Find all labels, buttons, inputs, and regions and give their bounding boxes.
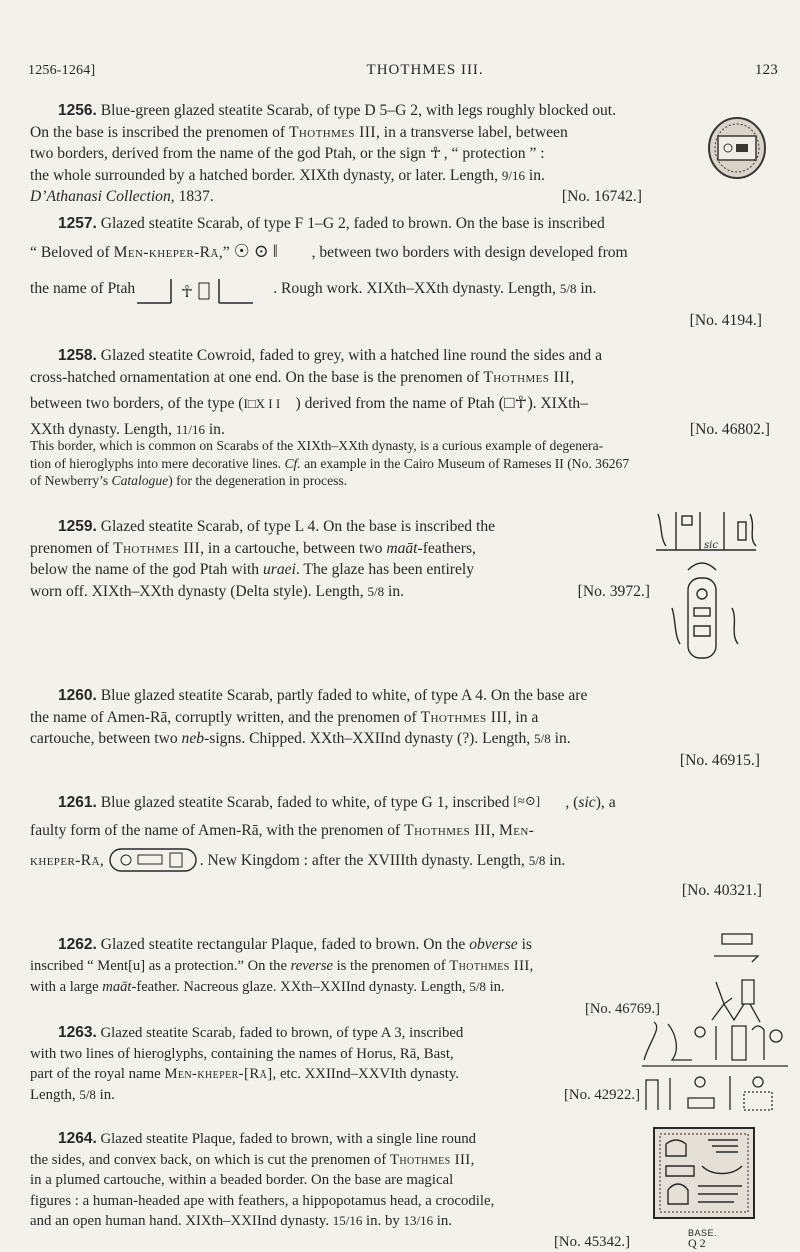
entry-text: in a plumed cartouche, within a beaded border. On the base are magical [30,1172,454,1188]
entry-text: ), a [595,794,616,811]
entry-1260 [30,685,770,771]
king-name: Thothmes III [404,821,492,839]
fraction: 9/16 [501,167,525,183]
accession-number: [No. 46915.] [679,751,760,769]
header-title: THOTHMES III. [366,62,484,78]
entry-1259 [30,516,650,602]
king-name: Thothmes III [420,708,508,726]
entry-number: 1260. [58,687,97,704]
entry-text: “ Beloved of [30,243,114,261]
plaque-1262-inscription-icon [702,930,772,1028]
entry-text: maāt [102,979,132,995]
entry-text: between two borders, of the type ( [30,395,244,412]
entry-text: in. [550,730,571,747]
entry-text: , [99,852,104,869]
accession-number: [No. 46769.] [585,1000,660,1017]
entry-text: two borders, derived from the name of the god Ptah, or the sign [30,145,426,162]
sic-label: sic [704,540,718,551]
entry-number: 1263. [58,1024,97,1041]
accession-number: [No. 46802.] [689,420,770,438]
entry-text: -feathers, [417,539,476,557]
footnote-1258 [30,437,770,490]
entry-text: in. [545,852,566,869]
entry-number: 1258. [58,347,97,364]
entry-text: Length, [30,1086,80,1103]
entry-text: worn off. XIXth–XXth dynasty (Delta style). Length, [30,582,368,600]
king-name: Thothmes III [288,123,376,141]
signature-mark: Q 2 [688,1236,706,1250]
fraction: 5/8 [79,1086,96,1102]
note-text: This border, which is common on Scarabs of the XIXth–XXth dynasty, is a curious example of degenera- [30,438,604,453]
king-name: Thothmes III [483,368,571,386]
ptah-name-glyph-icon: (□☥) [498,393,533,412]
plaque-1264-base-drawing-icon [652,1126,756,1220]
ankh-protection-sign-icon: ☥ [429,145,442,162]
entry-text: in. [485,979,505,995]
entry-text: , between two borders with design developed from [311,243,628,261]
king-name: Thothmes III [113,539,201,557]
note-text: ) for the degeneration in process. [168,473,348,488]
entry-1263 [30,1023,640,1105]
accession-number: [No. 3972.] [577,582,650,600]
entry-text: in. [384,582,405,600]
figure-caption: BASE. [688,1228,718,1238]
entry-text: uraei [263,561,296,578]
running-header [28,62,778,79]
entry-text: XXth dynasty. Length, [30,420,176,438]
fraction: 15/16 [332,1213,363,1228]
entry-text: , etc. XXIInd–XXVIth dynasty. [272,1066,459,1082]
note-text: an example in the Cairo Museum of Rameses II (No. 36267 [300,455,630,471]
entry-text: Blue glazed steatite Scarab, faded to white, of type G 1, inscribed [100,794,510,811]
accession-number: [No. 42922.] [563,1086,640,1103]
entry-text: neb [181,730,205,747]
header-range: 1256-1264] [28,63,96,78]
fraction: 13/16 [403,1213,434,1228]
entry-text: is the prenomen of [332,957,450,974]
entry-text: Blue glazed steatite Scarab, partly faded to white, of type A 4. On the base are [100,687,588,704]
entry-text: the name of Ptah [30,280,136,297]
king-name: Men- [498,821,535,839]
entry-text: -feather. Nacreous glaze. XXth–XXIInd dynasty. Length, [131,979,470,995]
svg-text:☥: ☥ [181,282,194,301]
king-name: Men-kheper-[Rā] [164,1066,273,1082]
entry-text: sic [578,794,596,811]
entry-text: . The glaze has been entirely [295,561,475,578]
header-page-number: 123 [754,62,778,78]
entry-1257 [30,213,770,331]
entry-text: . XIXth– [532,395,589,412]
entry-text: , 1837. [170,188,214,205]
entry-number: 1262. [58,936,97,953]
entry-text: On the base is inscribed the prenomen of [30,123,289,141]
entry-text: and an open human hand. XIXth–XXIInd dynasty. [30,1213,333,1229]
entry-1261 [30,790,770,901]
hieroglyph-group-icon: ☉⊙‖ [233,240,282,261]
entry-text: the whole surrounded by a hatched border. XIXth dynasty, or later. Length, [30,166,502,184]
entry-text: part of the royal name [30,1066,165,1082]
entry-1258 [30,345,770,440]
king-name: Men-kheper-Rā [113,243,219,261]
entry-text: . New Kingdom : after the XVIIIth dynasty. Length, [199,852,529,869]
note-text: tion of hieroglyphs into mere decorative lines. [30,455,285,471]
entry-text: cartouche, between two [30,730,182,747]
catalogue-title: Catalogue [111,473,169,488]
scarab-1263-hieroglyphs-icon [640,1020,790,1114]
entry-text: , in a [507,708,539,726]
entry-text: ) derived from the name of Ptah [295,395,495,412]
entry-text: , [570,368,575,386]
fraction: 5/8 [559,281,577,296]
fraction: 5/8 [528,853,546,868]
entry-text: is [517,936,532,953]
entry-text: with two lines of hieroglyphs, containing the names of Horus, Rā, Bast, [30,1045,454,1062]
entry-text: in. [525,166,545,184]
entry-text: prenomen of [30,539,114,557]
border-type-glyph-icon: I□X I I [243,396,281,411]
entry-text: Blue-green glazed steatite Scarab, of type D 5–G 2, with legs roughly blocked out. [100,102,617,119]
entry-text: Glazed steatite Plaque, faded to brown, with a single line round [100,1131,477,1147]
entry-text: , [529,957,534,974]
entry-text: obverse [469,936,518,953]
fraction: 5/8 [534,731,551,746]
accession-number: [No. 45342.] [553,1233,630,1250]
entry-text: figures : a human-headed ape with feathers, a hippopotamus head, a crocodile, [30,1192,495,1209]
scarab-base-drawing-icon [704,116,770,180]
amen-ra-glyph-icon: [≈⊙] [513,793,541,808]
entry-text: in. [204,420,225,438]
entry-text: , [470,1151,475,1168]
entry-number: 1256. [58,102,97,119]
entry-text: Glazed steatite Scarab, of type L 4. On the base is inscribed the [100,518,496,535]
entry-text: Glazed steatite Scarab, of type F 1–G 2, faded to brown. On the base is inscribed [100,215,605,232]
entry-text: inscribed “ Ment[u] as a protection.” On the [30,957,291,974]
entry-text: Glazed steatite Scarab, faded to brown, of type A 3, inscribed [100,1025,464,1041]
entry-text: Glazed steatite Cowroid, faded to grey, with a hatched line round the sides and a [100,347,602,364]
entry-text: , in a transverse label, between [375,123,568,141]
entry-text: in. by [362,1213,404,1229]
entry-text: below the name of the god Ptah with [30,561,263,578]
entry-1256 [30,100,770,208]
entry-text: faulty form of the name of Amen-Rā, with the prenomen of [30,821,405,839]
entry-1262 [30,934,660,1020]
entry-text: , in a cartouche, between two [200,539,387,557]
note-text: of Newberry’s [30,473,112,488]
entry-text: with a large [30,979,103,995]
cartouche-icon [108,847,200,871]
entry-text: ,” [218,243,230,261]
entry-number: 1257. [58,215,97,232]
entry-text: , ( [565,794,579,811]
ptah-border-design-icon [135,277,273,299]
collection-name: D’Athanasi Collection [30,188,171,205]
entry-text: . Rough work. XIXth–XXth dynasty. Length, [273,280,560,297]
king-name: Thothmes III [449,957,530,974]
scarab-1259-inscription-icon [652,508,772,664]
entry-text: cross-hatched ornamentation at one end. On the base is the prenomen of [30,368,484,386]
accession-number: [No. 16742.] [561,188,642,205]
entry-text: -signs. Chipped. XXth–XXIInd dynasty (?). Length, [204,730,535,747]
entry-text: , “ protection ” : [443,145,545,162]
entry-text: the name of Amen-Rā, corruptly written, and the prenomen of [30,708,421,726]
fraction: 5/8 [469,979,486,994]
entry-text: Glazed steatite rectangular Plaque, faded to brown. On the [100,936,470,953]
entry-number: 1264. [58,1130,97,1147]
fraction: 5/8 [367,583,385,599]
entry-number: 1261. [58,794,97,811]
entry-text: in. [95,1086,115,1103]
entry-text: maāt [386,539,418,557]
king-name: Thothmes III [389,1151,471,1168]
king-name: kheper-Rā [30,852,100,869]
entry-text: reverse [290,957,333,974]
entry-number: 1259. [58,518,97,535]
accession-number: [No. 4194.] [689,311,762,329]
entry-text: , [491,821,499,839]
entry-text: in. [576,280,597,297]
entry-text: the sides, and convex back, on which is cut the prenomen of [30,1151,390,1168]
entry-1264 [30,1129,650,1252]
accession-number: [No. 40321.] [681,881,762,899]
fraction: 11/16 [175,421,205,437]
entry-text: in. [433,1213,453,1229]
note-text: Cf. [284,455,301,471]
